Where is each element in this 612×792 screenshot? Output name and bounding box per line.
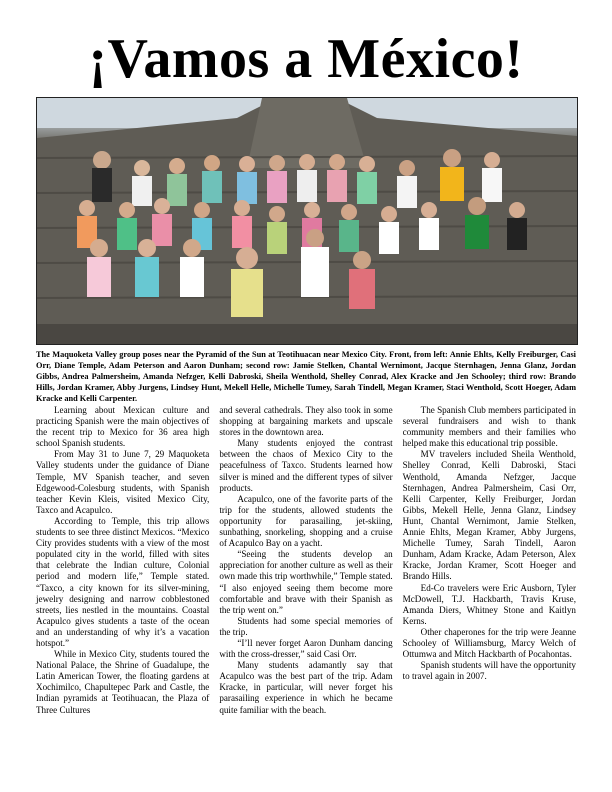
- paragraph: According to Temple, this trip allows students to see three distinct Mexicos. “Mexico City provides students with a view of the most populated city in the world, filled with sites that celebrate the Indian culture, Colonial period and modern life,” Temple stated. “Taxco, a city known for its silver-mining, jewelry designing and narrow cobblestoned streets, lies nestled in the mountains. Coastal Acapulco gives students a taste of the ocean and an understanding of why it’s a vacation hotspot.”: [36, 515, 210, 648]
- paragraph: Students had some special memories of the trip.: [219, 615, 393, 637]
- headline: ¡Vamos a México!: [88, 28, 524, 90]
- paragraph: Other chaperones for the trip were Jeanne Schooley of Williamsburg, Marcy Welch of Ottumwa and Mitch Hackbarth of Pocahontas.: [402, 626, 576, 660]
- paragraph: MV travelers included Sheila Wenthold, Shelley Conrad, Kelli Dabroski, Staci Wenthold, Amanda Nefzger, Jacque Sternhagen, Andrea Palmersheim, Casi Orr, Kelli Carpenter, Kelly Freiburger, Jordan Gibbs, Mekell Helle, Jenna Glanz, Lindsey Hunt, Chantal Wernimont, Jamie Stelken, Annie Ehlts, Megan Kramer, Abby Jurgens, Michelle Tumey, Sarah Tindell, Aaron Dunham, Adam Kracke, Adam Peterson, Alex Kracke, Jordan Kramer, Scott Hoeger and Brando Hills.: [402, 449, 576, 582]
- paragraph: While in Mexico City, students toured the National Palace, the Shrine of Guadalupe, the Latin American Tower, the floating gardens at Xochimilco, Chapultepec Park and Castle, the Indian pyramids at Teotihuacan, the Plaza of Three Cultures: [36, 649, 210, 715]
- paragraph: Acapulco, one of the favorite parts of the trip for the students, allowed students the opportunity for parasailing, jet-skiing, sunbathing, snorkeling, shopping and a cruise of Acapulco Bay on a yacht.: [219, 493, 393, 549]
- group-photo: [36, 97, 578, 345]
- paragraph: “I’ll never forget Aaron Dunham dancing with the cross-dresser,” said Casi Orr.: [219, 637, 393, 660]
- paragraph: The Spanish Club members participated in several fundraisers and wish to thank community members and their families who helped make this educational trip possible.: [402, 405, 576, 449]
- article-column-2: [219, 405, 392, 775]
- paragraph: “Seeing the students develop an appreciation for another culture as well as their own made this trip worthwhile,” Temple stated. “I also enjoyed seeing them become more comfortable and brave with their Spanish as the trip went on.”: [219, 549, 393, 615]
- article-body: [36, 405, 576, 775]
- paragraph: and several cathedrals. They also took in some shopping at bargaining markets and upscale stores in the downtown area.: [219, 405, 393, 438]
- paragraph: From May 31 to June 7, 29 Maquoketa Valley students under the guidance of Diane Temple, MV Spanish teacher, and seven Edgewood-Colesburg students, with Spanish teacher Kevin Kleis, visited Mexico City, Taxco and Acapulco.: [36, 449, 210, 515]
- paragraph: Ed-Co travelers were Eric Ausborn, Tyler McDowell, T.J. Hackbarth, Travis Kruse, Amanda Diers, Whitney Stone and Kaitlyn Kerns.: [402, 582, 576, 626]
- paragraph: Many students adamantly say that Acapulco was the best part of the trip. Adam Kracke, in particular, will never forget his parasailing experience in which he became quite familiar with the beach.: [219, 660, 393, 715]
- article-column-3: [403, 405, 576, 775]
- paragraph: Many students enjoyed the contrast between the chaos of Mexico City to the peacefulness of Taxco. Students learned how silver is mined and the different types of silver products.: [219, 438, 393, 493]
- article-column-1: [36, 405, 209, 775]
- paragraph: Learning about Mexican culture and practicing Spanish were the main objectives of the recent trip to Mexico for 36 area high school Spanish students.: [36, 405, 210, 449]
- group-photo-icon: [37, 98, 577, 344]
- photo-caption: The Maquoketa Valley group poses near the Pyramid of the Sun at Teotihuacan near Mexico City. Front, from left: Annie Ehlts, Kelly Freiburger, Casi Orr, Diane Temple, Adam Peterson and Aaron Dunham; second row: Jamie Stelken, Chantal Wernimont, Jacque Sternhagen, Jenna Glanz, Jordan Gibbs, Andrea Palmersheim, Amanda Nefzger, Kelli Dabroski, Sheila Wenthold, Shelley Conrad, Alex Kracke and Jen Schooley; third row: Brando Hills, Jordan Kramer, Abby Jurgens, Lindsey Hunt, Mekell Helle, Michelle Tumey, Sarah Tindell, Megan Kramer, Staci Wenthold, Scott Hoeger, Adam Kracke and Kelli Carpenter.: [36, 350, 576, 403]
- paragraph: Spanish students will have the opportunity to travel again in 2007.: [402, 660, 576, 682]
